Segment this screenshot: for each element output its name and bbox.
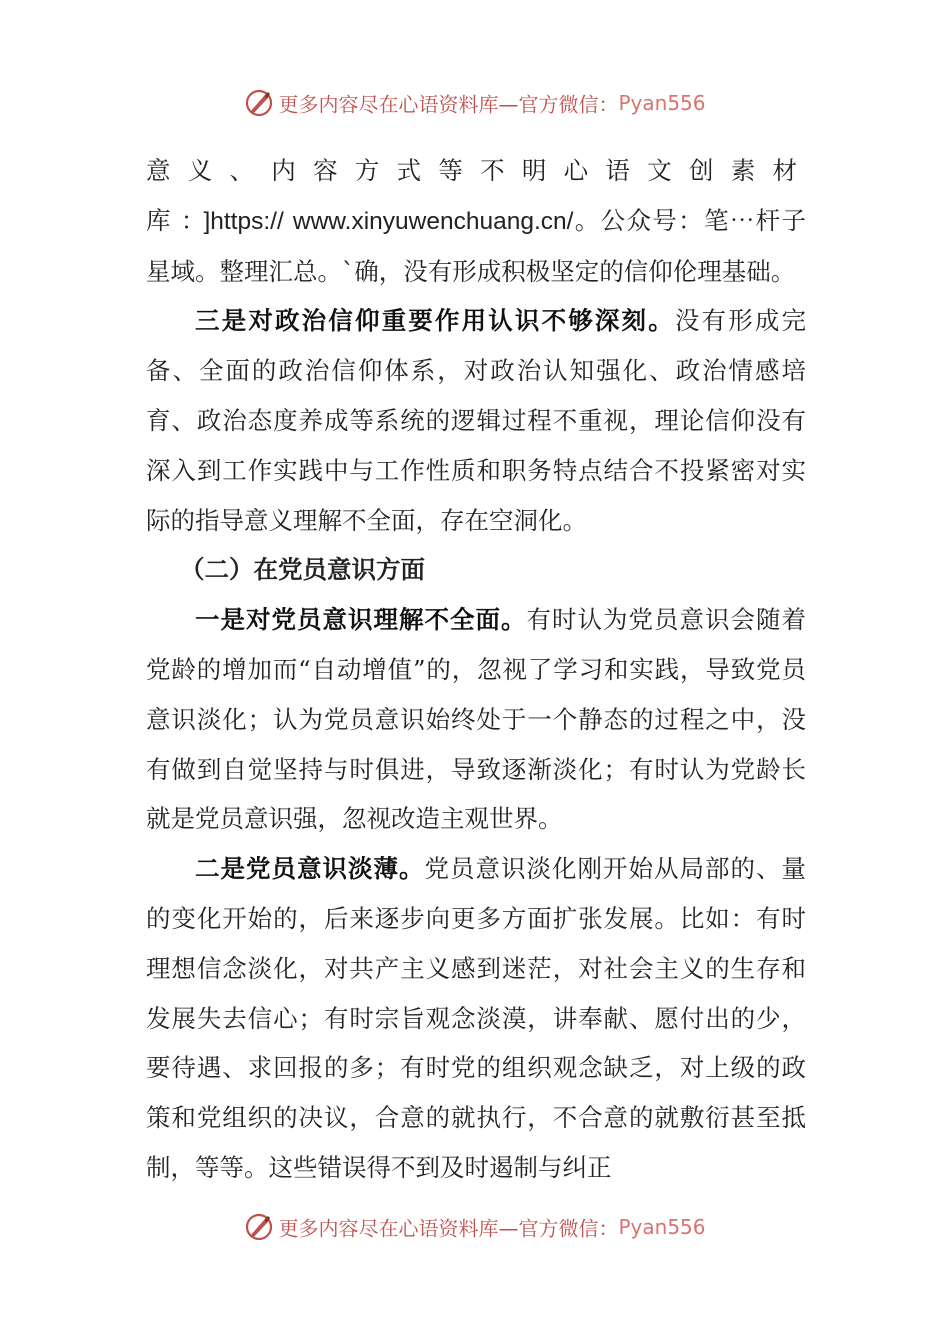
paragraph-4-lead: 二是党员意识淡薄。 [195, 854, 425, 884]
pen-logo-icon [244, 88, 274, 118]
pen-logo-icon [244, 1212, 274, 1242]
footer-wechat-id: Pyan556 [618, 1215, 706, 1239]
paragraph-4-text: 党员意识淡化刚开始从局部的、量的变化开始的，后来逐步向更多方面扩张发展。比如：有时理想信念淡化，对共产主义感到迷茫，对社会主义的生存和发展失去信心；有时宗旨观念淡漠，讲奉献、愿付出的少，要待遇、求回报的多；有时党的组织观念缺乏，对上级的政策和党组织的决议，合意的就执行，不合意的就敷衍甚至抵制，等等。这些错误得不到及时遏制与纠正 [146, 854, 806, 1182]
paragraph-party-awareness-1 [146, 595, 806, 844]
paragraph-1-link-url: www.xinyuwenchuang.cn/ [292, 207, 574, 235]
paragraph-1-link-start: ]https:// [203, 207, 284, 235]
paragraph-1-part-a: 意义、内容方式等不明心语文创素材库： [146, 156, 806, 235]
document-body [146, 146, 806, 1193]
header-watermark [0, 88, 950, 118]
paragraph-3-lead: 一是对党员意识理解不全面。 [195, 605, 527, 635]
paragraph-2-text: 没有形成完备、全面的政治信仰体系，对政治认知强化、政治情感培育、政治态度养成等系统的逻辑过程不重视，理论信仰没有深入到工作实践中与工作性质和职务特点结合不投紧密对实际的指导意义理解不全面，存在空洞化。 [146, 306, 807, 535]
footer-watermark [0, 1212, 950, 1242]
paragraph-continuation [146, 146, 806, 296]
paragraph-2-lead: 三是对政治信仰重要作用认识不够深刻。 [195, 306, 675, 336]
paragraph-3-text: 有时认为党员意识会随着党龄的增加而“自动增值”的，忽视了学习和实践，导致党员意识淡化；认为党员意识始终处于一个静态的过程之中，没有做到自觉坚持与时俱进，导致逐渐淡化；有时认为党龄长就是党员意识强，忽视改造主观世界。 [146, 605, 806, 834]
paragraph-political-belief [146, 296, 806, 545]
paragraph-1-text: 。公众号：笔⋯杆子星域。整理汇总。`确，没有形成积极坚定的信仰伦理基础。 [146, 205, 807, 286]
paragraph-party-awareness-2 [146, 844, 806, 1193]
header-wechat-id: Pyan556 [618, 91, 706, 115]
footer-brand-text: 更多内容尽在心语资料库—官方微信： [278, 1216, 619, 1241]
section-heading: （二）在党员意识方面 [180, 555, 425, 585]
header-brand-text: 更多内容尽在心语资料库—官方微信： [278, 92, 619, 117]
